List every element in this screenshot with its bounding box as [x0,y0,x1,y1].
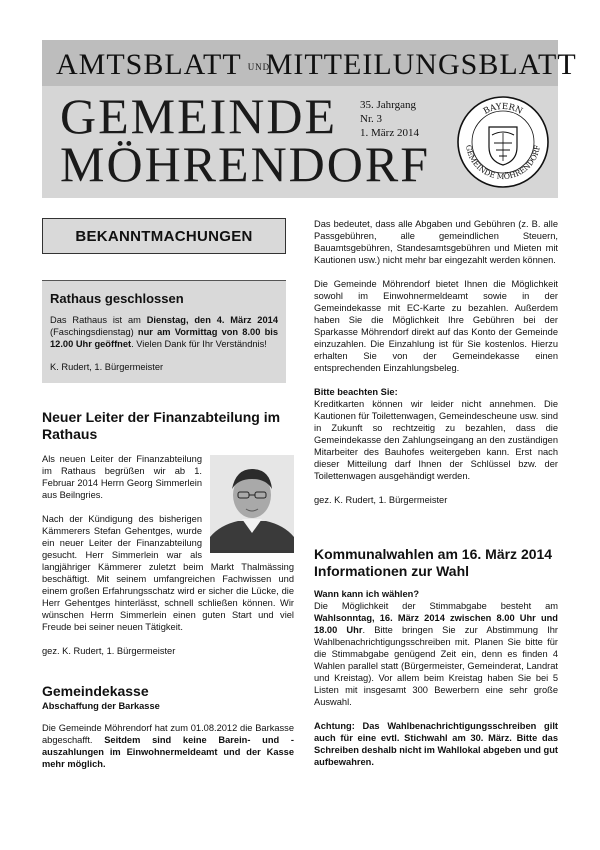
article-finanz [42,409,294,657]
masthead [42,40,577,198]
masthead-title-band [42,40,577,86]
title-mitteilungsblatt: MITTEILUNGSBLATT [265,48,577,81]
wahl-answer: Die Möglichkeit der Stimmabgabe besteht am Wahlsonntag, 16. März 2014 zwischen 8.00 Uhr und 18.00 Uhr. Bitte bringen Sie zur Abstimmung Ihr Wahlbenachrichtigungsschreiben mit. Planen Sie bitte für die Stimmabgabe genügend Zeit ein, denn es finden 4 Wahlen parallel statt (Bürgermeister, Gemeinderat, Landrat und Kreistag). Vor allem beim Kreistag haben Sie bei 5 Listen mit insgesamt 300 Bewerbern eine sehr große Auswahl. [314,601,559,707]
notice-title: Rathaus geschlossen [50,291,184,306]
issue-info [360,98,419,140]
finanz-title: Neuer Leiter der Finanzabteilung im Rathaus [42,409,281,442]
gemeinde-word: GEMEINDE [60,88,338,144]
kasse-signature: gez. K. Rudert, 1. Bürgermeister [314,495,448,505]
section-header [42,218,286,254]
article-wahl [314,546,558,768]
wahl-question: Wann kann ich wählen? [314,589,420,599]
wahl-title: Kommunalwahlen am 16. März 2014 Informationen zur Wahl [314,546,553,579]
issue-date: 1. März 2014 [360,127,419,139]
left-column [42,218,294,770]
kasse-paragraph: Die Gemeinde Möhrendorf hat zum 01.08.2012 die Barkasse abgeschafft. Seitdem sind keine Barein- und -auszahlungen im Einwohnermeldeamt und der Kasse mehr möglich. [42,723,294,769]
right-column [314,218,558,768]
title-amtsblatt: AMTSBLATT [56,48,242,81]
section-title: BEKANNTMACHUNGEN [75,227,253,245]
kasse-title: Gemeindekasse [42,683,149,699]
notice-text: Das Rathaus ist am Dienstag, den 4. März 2014 (Faschingsdienstag) nur am Vormittag von 8.00 bis 12.00 Uhr geöffnet. Vielen Dank für Ihr Verständnis! [50,315,278,349]
finanz-signature: gez. K. Rudert, 1. Bürgermeister [42,646,176,656]
masthead-title [56,48,577,82]
kasse-subtitle: Abschaffung der Barkasse [42,701,160,711]
issue-jahrgang: 35. Jahrgang [360,99,417,111]
ort-name: MÖHRENDORF [60,136,431,192]
wahl-achtung: Achtung: Das Wahlbenachrichtigungsschreiben gilt auch für eine evtl. Stichwahl am 30. März. Bitte das Schreiben deshalb nicht im Wahllokal abgeben und gut aufbewahren. [314,721,558,767]
notice-signature: K. Rudert, 1. Bürgermeister [50,362,164,372]
seal-text-bottom: GEMEINDE MÖHRENDORF [464,144,542,182]
title-und: UND [247,62,271,73]
notice-rathaus [42,280,286,383]
issue-number: Nr. 3 [360,113,382,125]
beachten-heading: Bitte beachten Sie: [314,387,398,397]
seal-text-top: BAYERN [481,101,525,117]
article-kasse [42,683,294,770]
portrait-photo [210,455,294,553]
kasse-continued-2: Die Gemeinde Möhrendorf bietet Ihnen die Möglichkeit sowohl im Einwohnermeldeamt sowie in der Gemeindekasse mit EC-Karte zu bezahlen. Außerdem haben Sie die Möglichkeit Ihre Gebühren bei der Sparkasse Möhrendorf direkt auf das Konto der Gemeinde einzuzahlen. Die Einzahlung ist für Sie kostenlos. Hierzu erhalten Sie von der Gemeindekasse einen entsprechenden Einzahlungsbeleg. [314,279,558,373]
municipal-seal-icon [456,95,550,189]
finanz-paragraph-1: Als neuen Leiter der Finanzabteilung im Rathaus begrüßen wir ab 1. Februar 2014 Herrn Georg Simmerlein aus Beilngries. [42,454,202,500]
finanz-paragraph-2: Nach der Kündigung des bisherigen Kämmerers Stefan Gehentges, wurde ein neuer Leiter der Finanzabteilung gesucht. Herr Simmerlein war als langjähriger Kämmerer zuletzt beim Markt Thalmässing beschäftigt. Mit seinem umfangreichen Fachwissen und einem großen Erfahrungsschatz wird er sicher die Lücke, die Herr Gehentges hinterlässt, schnell schließen können. Wir wünschen Herrn Simmerlein einen guten Start und viel Freude bei seiner neuen Tätigkeit. [42,514,294,632]
person-portrait-icon [210,455,294,553]
beachten-text: Kreditkarten können wir leider nicht annehmen. Die Kautionen für Toilettenwagen, Gemeindescheune usw. sind in Zukunft so rechtzeitig zu bezahlen, dass die Gemeindekasse den Zahlungseingang an den zuständigen Mitarbeiter des Bauhofes weitergeben kann. Erst nach dieser Mitteilung darf Ihnen der Schlüssel bzw. der Toilettenwagen ausgehändigt werden. [314,399,558,481]
kasse-continued-1: Das bedeutet, dass alle Abgaben und Gebühren (z. B. alle Passgebühren, alle gemeindlichen Steuern, Bauamtsgebühren, Standesamtsgebühren und Mieten mit Kautionen usw.) nicht mehr bar eingezahlt werden können. [314,219,558,265]
